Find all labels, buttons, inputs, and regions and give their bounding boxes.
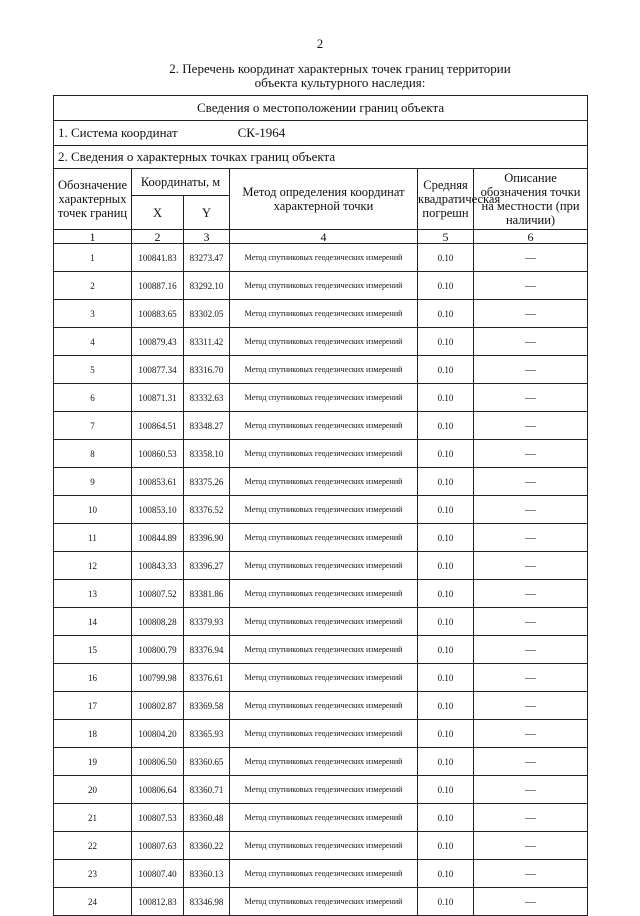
- cell-x: 100879.43: [132, 328, 184, 356]
- column-number-1: 1: [54, 230, 132, 244]
- cell-description: —: [474, 440, 588, 468]
- cell-x: 100807.63: [132, 832, 184, 860]
- table-row: [54, 636, 588, 664]
- section-title-line-2: объекта культурного наследия:: [254, 75, 426, 90]
- cell-x: 100806.64: [132, 776, 184, 804]
- cell-description: —: [474, 524, 588, 552]
- table-row: [54, 720, 588, 748]
- cell-y: 83369.58: [184, 692, 230, 720]
- cell-x: 100841.83: [132, 244, 184, 272]
- cell-error: 0.10: [418, 468, 474, 496]
- cell-x: 100807.40: [132, 860, 184, 888]
- header-x: X: [132, 196, 184, 230]
- table-row: [54, 272, 588, 300]
- cell-method: Метод спутниковых геодезических измерений: [230, 720, 418, 748]
- table-row: [54, 468, 588, 496]
- cell-point-number: 12: [54, 552, 132, 580]
- cell-description: —: [474, 608, 588, 636]
- cell-y: 83311.42: [184, 328, 230, 356]
- cell-error: 0.10: [418, 384, 474, 412]
- cell-x: 100883.65: [132, 300, 184, 328]
- cell-y: 83396.90: [184, 524, 230, 552]
- cell-point-number: 15: [54, 636, 132, 664]
- cell-x: 100799.98: [132, 664, 184, 692]
- cell-x: 100864.51: [132, 412, 184, 440]
- cell-error: 0.10: [418, 720, 474, 748]
- cell-method: Метод спутниковых геодезических измерений: [230, 384, 418, 412]
- cell-method: Метод спутниковых геодезических измерений: [230, 552, 418, 580]
- table-row: [54, 580, 588, 608]
- cell-description: —: [474, 552, 588, 580]
- cell-error: 0.10: [418, 272, 474, 300]
- cell-point-number: 7: [54, 412, 132, 440]
- cell-method: Метод спутниковых геодезических измерений: [230, 580, 418, 608]
- page-number: 2: [316, 36, 324, 51]
- points-section-label: 2. Сведения о характерных точках границ объекта: [54, 146, 588, 169]
- table-row: [54, 748, 588, 776]
- cell-error: 0.10: [418, 496, 474, 524]
- cell-y: 83302.05: [184, 300, 230, 328]
- section-title-line-1: 2. Перечень координат характерных точек границ территории: [169, 61, 511, 76]
- column-number-4: 4: [230, 230, 418, 244]
- cell-error: 0.10: [418, 860, 474, 888]
- cell-x: 100804.20: [132, 720, 184, 748]
- cell-description: —: [474, 412, 588, 440]
- cell-point-number: 23: [54, 860, 132, 888]
- table-row: [54, 244, 588, 272]
- coordinate-system-label: 1. Система координат: [58, 125, 178, 140]
- table-row: [54, 888, 588, 916]
- cell-point-number: 4: [54, 328, 132, 356]
- cell-x: 100812.83: [132, 888, 184, 916]
- cell-y: 83381.86: [184, 580, 230, 608]
- table-row: [54, 384, 588, 412]
- table-row: [54, 412, 588, 440]
- section-title: [100, 62, 580, 90]
- cell-description: —: [474, 888, 588, 916]
- cell-x: 100802.87: [132, 692, 184, 720]
- cell-point-number: 19: [54, 748, 132, 776]
- cell-description: —: [474, 776, 588, 804]
- cell-description: —: [474, 636, 588, 664]
- cell-description: —: [474, 300, 588, 328]
- cell-y: 83316.70: [184, 356, 230, 384]
- cell-error: 0.10: [418, 440, 474, 468]
- cell-point-number: 9: [54, 468, 132, 496]
- cell-error: 0.10: [418, 692, 474, 720]
- cell-point-number: 11: [54, 524, 132, 552]
- cell-point-number: 17: [54, 692, 132, 720]
- cell-method: Метод спутниковых геодезических измерений: [230, 804, 418, 832]
- cell-description: —: [474, 720, 588, 748]
- cell-description: —: [474, 804, 588, 832]
- cell-x: 100853.61: [132, 468, 184, 496]
- cell-y: 83375.26: [184, 468, 230, 496]
- table-row: [54, 440, 588, 468]
- coordinates-table: [53, 95, 588, 916]
- table-row: [54, 356, 588, 384]
- cell-description: —: [474, 384, 588, 412]
- cell-point-number: 2: [54, 272, 132, 300]
- cell-y: 83348.27: [184, 412, 230, 440]
- table-row: [54, 692, 588, 720]
- cell-error: 0.10: [418, 804, 474, 832]
- cell-point-number: 6: [54, 384, 132, 412]
- cell-error: 0.10: [418, 552, 474, 580]
- table-row: [54, 552, 588, 580]
- cell-error: 0.10: [418, 748, 474, 776]
- cell-description: —: [474, 664, 588, 692]
- cell-point-number: 8: [54, 440, 132, 468]
- cell-y: 83379.93: [184, 608, 230, 636]
- cell-method: Метод спутниковых геодезических измерений: [230, 888, 418, 916]
- cell-method: Метод спутниковых геодезических измерений: [230, 524, 418, 552]
- cell-x: 100871.31: [132, 384, 184, 412]
- cell-x: 100844.89: [132, 524, 184, 552]
- cell-method: Метод спутниковых геодезических измерений: [230, 440, 418, 468]
- cell-method: Метод спутниковых геодезических измерений: [230, 328, 418, 356]
- cell-y: 83360.22: [184, 832, 230, 860]
- cell-description: —: [474, 748, 588, 776]
- cell-method: Метод спутниковых геодезических измерений: [230, 748, 418, 776]
- table-row: [54, 328, 588, 356]
- cell-method: Метод спутниковых геодезических измерений: [230, 776, 418, 804]
- table-row: [54, 496, 588, 524]
- cell-method: Метод спутниковых геодезических измерений: [230, 300, 418, 328]
- cell-description: —: [474, 356, 588, 384]
- cell-method: Метод спутниковых геодезических измерений: [230, 356, 418, 384]
- cell-error: 0.10: [418, 356, 474, 384]
- cell-point-number: 18: [54, 720, 132, 748]
- cell-point-number: 22: [54, 832, 132, 860]
- cell-error: 0.10: [418, 328, 474, 356]
- cell-x: 100853.10: [132, 496, 184, 524]
- header-y: Y: [184, 196, 230, 230]
- coordinate-system-value: СК-1964: [237, 125, 286, 140]
- cell-error: 0.10: [418, 412, 474, 440]
- cell-x: 100806.50: [132, 748, 184, 776]
- cell-method: Метод спутниковых геодезических измерений: [230, 496, 418, 524]
- cell-error: 0.10: [418, 580, 474, 608]
- cell-y: 83332.63: [184, 384, 230, 412]
- cell-point-number: 5: [54, 356, 132, 384]
- cell-point-number: 20: [54, 776, 132, 804]
- table-row: [54, 664, 588, 692]
- cell-x: 100807.52: [132, 580, 184, 608]
- cell-description: —: [474, 468, 588, 496]
- cell-y: 83365.93: [184, 720, 230, 748]
- column-number-3: 3: [184, 230, 230, 244]
- cell-method: Метод спутниковых геодезических измерений: [230, 412, 418, 440]
- cell-y: 83376.52: [184, 496, 230, 524]
- cell-y: 83376.61: [184, 664, 230, 692]
- table-row: [54, 832, 588, 860]
- cell-description: —: [474, 496, 588, 524]
- cell-error: 0.10: [418, 524, 474, 552]
- table-row: [54, 776, 588, 804]
- table-banner: Сведения о местоположении границ объекта: [54, 96, 588, 121]
- cell-method: Метод спутниковых геодезических измерений: [230, 272, 418, 300]
- cell-description: —: [474, 860, 588, 888]
- cell-error: 0.10: [418, 636, 474, 664]
- cell-method: Метод спутниковых геодезических измерений: [230, 244, 418, 272]
- column-number-5: 5: [418, 230, 474, 244]
- cell-y: 83346.98: [184, 888, 230, 916]
- cell-y: 83360.13: [184, 860, 230, 888]
- cell-description: —: [474, 272, 588, 300]
- table-row: [54, 804, 588, 832]
- cell-error: 0.10: [418, 664, 474, 692]
- header-error: Средняя квадратическая погрешн: [418, 169, 474, 230]
- cell-x: 100808.28: [132, 608, 184, 636]
- table-row: [54, 860, 588, 888]
- coordinate-system-row: [54, 121, 588, 146]
- cell-description: —: [474, 692, 588, 720]
- table-row: [54, 524, 588, 552]
- header-designation: Обозначение характерных точек границ: [54, 169, 132, 230]
- cell-y: 83376.94: [184, 636, 230, 664]
- header-method: Метод определения координат характерной точки: [230, 169, 418, 230]
- cell-y: 83358.10: [184, 440, 230, 468]
- cell-point-number: 16: [54, 664, 132, 692]
- header-description: Описание обозначения точки на местности (при наличии): [474, 169, 588, 230]
- cell-error: 0.10: [418, 244, 474, 272]
- cell-method: Метод спутниковых геодезических измерений: [230, 636, 418, 664]
- cell-method: Метод спутниковых геодезических измерений: [230, 608, 418, 636]
- table-row: [54, 300, 588, 328]
- cell-method: Метод спутниковых геодезических измерений: [230, 468, 418, 496]
- cell-point-number: 3: [54, 300, 132, 328]
- cell-description: —: [474, 580, 588, 608]
- cell-method: Метод спутниковых геодезических измерений: [230, 832, 418, 860]
- cell-method: Метод спутниковых геодезических измерений: [230, 664, 418, 692]
- cell-description: —: [474, 244, 588, 272]
- cell-x: 100887.16: [132, 272, 184, 300]
- table-row: [54, 608, 588, 636]
- cell-point-number: 14: [54, 608, 132, 636]
- cell-y: 83360.71: [184, 776, 230, 804]
- cell-error: 0.10: [418, 608, 474, 636]
- cell-description: —: [474, 832, 588, 860]
- cell-x: 100877.34: [132, 356, 184, 384]
- cell-point-number: 1: [54, 244, 132, 272]
- cell-error: 0.10: [418, 776, 474, 804]
- cell-point-number: 24: [54, 888, 132, 916]
- cell-y: 83273.47: [184, 244, 230, 272]
- cell-point-number: 10: [54, 496, 132, 524]
- cell-point-number: 21: [54, 804, 132, 832]
- column-number-2: 2: [132, 230, 184, 244]
- cell-method: Метод спутниковых геодезических измерений: [230, 860, 418, 888]
- cell-y: 83292.10: [184, 272, 230, 300]
- cell-method: Метод спутниковых геодезических измерений: [230, 692, 418, 720]
- cell-y: 83360.48: [184, 804, 230, 832]
- header-coordinates: Координаты, м: [132, 169, 230, 196]
- cell-description: —: [474, 328, 588, 356]
- cell-x: 100860.53: [132, 440, 184, 468]
- cell-x: 100800.79: [132, 636, 184, 664]
- cell-x: 100807.53: [132, 804, 184, 832]
- cell-y: 83360.65: [184, 748, 230, 776]
- cell-error: 0.10: [418, 300, 474, 328]
- cell-x: 100843.33: [132, 552, 184, 580]
- cell-point-number: 13: [54, 580, 132, 608]
- cell-y: 83396.27: [184, 552, 230, 580]
- cell-error: 0.10: [418, 888, 474, 916]
- cell-error: 0.10: [418, 832, 474, 860]
- column-number-6: 6: [474, 230, 588, 244]
